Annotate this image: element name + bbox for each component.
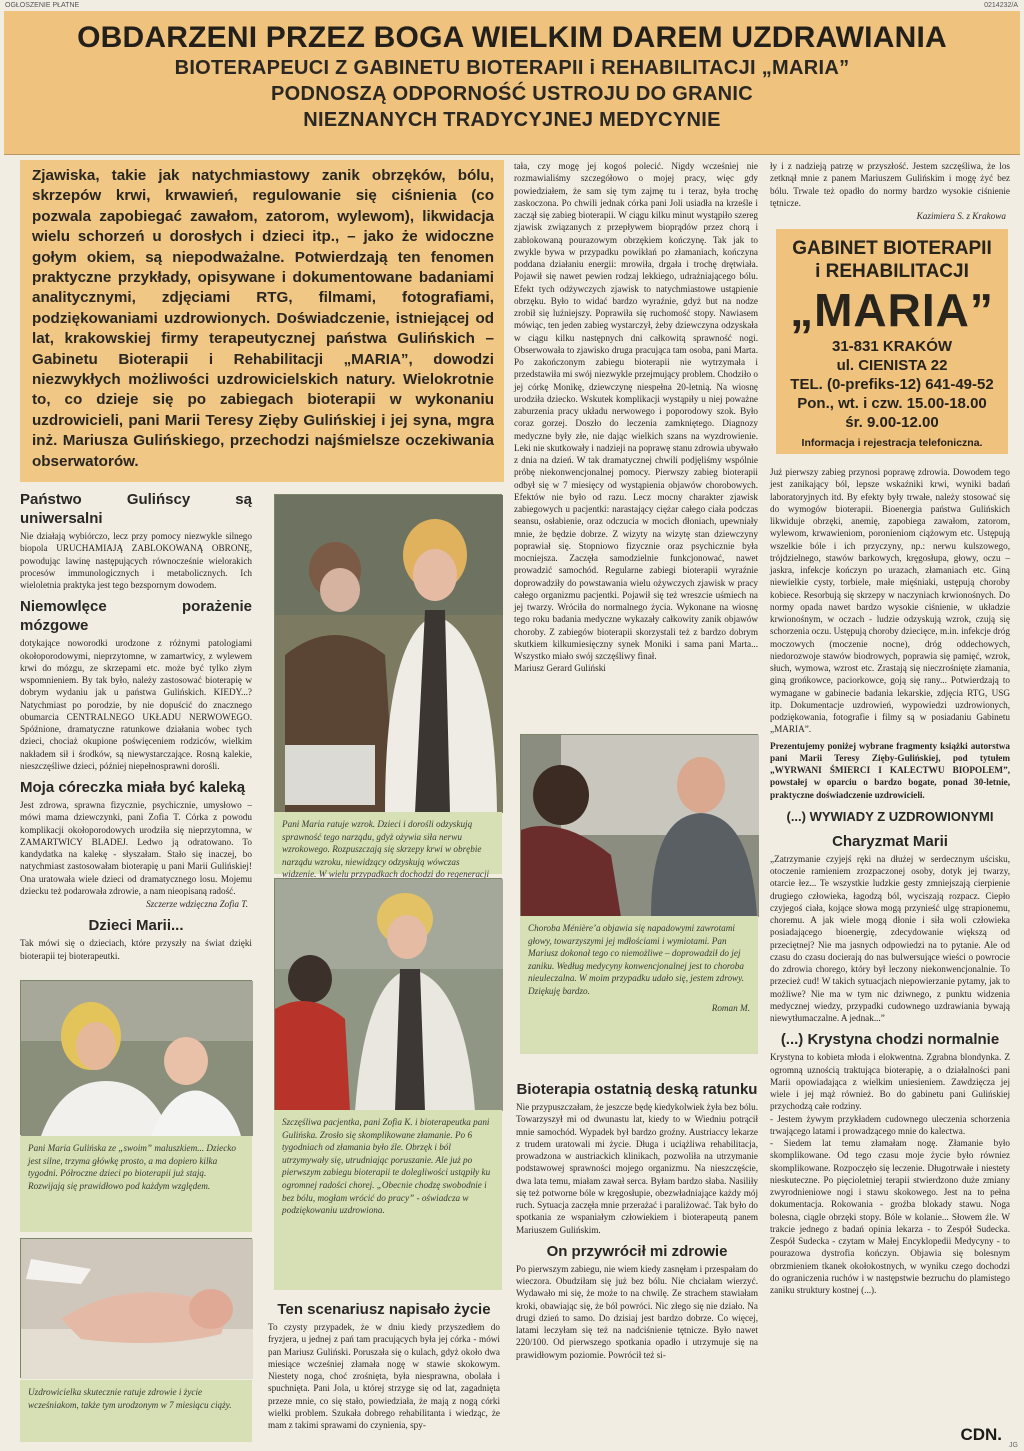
clinic-hours-1: Pon., wt. i czw. 15.00-18.00: [797, 395, 987, 412]
article-text: Krystyna to kobieta młoda i elokwentna. Zgrabna blondynka. Z ogromną uznością traktująca bioterapię, a o działalności pani Marii opowiadająca z wielkim uniesieniem. Zawdzięcza jej wiele i jej mąż również. Bo do gabinetu pani Gulińskiej przychodzą całe rodziny. - Jestem żywym przykładem cudownego uleczenia schorzenia trwającego latami i prowadzącego mnie do kalectwa. - Siedem lat temu złamałam nogę. Złamanie było skomplikowane. Od tego czasu moje życie było równiez skomplikowane. Rozpoczęło się leczenie. Długotrwałe i niestety nieskuteczne. Po pięcioletniej terapii stwierdzono duże zmiany zwyrodnieniowe nogi i stawu skokowego. Jest na to pełna dokumentacja. Rokowania - groźba blokady stawu. Noga bolesna, ciągle obrzęki stopy. Bóle w kolanie... Słowem źle. W trakcie jednego z badań opinia lekarza - to Zespół Sudecka. Zespół Sudecka - czytam w Małej Encyklopedii Medycyny - to pourazowa dystrofia kończyn. Objawia się bolesnym obrzmieniem tkanek okołokostnych, w wyniku czego dochodzi do ograniczenia ruchów i w następstwie bezruchu do plamistego zaniku struktury kostnej (...).: [770, 1052, 1010, 1295]
clinic-phone: TEL. (0-prefiks-12) 641-49-52: [790, 376, 994, 393]
column-1: [20, 484, 252, 976]
section-heading: Bioterapia ostatnią deską ratunku: [516, 1081, 758, 1098]
paid-ad-label: OGŁOSZENIE PŁATNE: [5, 2, 80, 9]
book-intro: Prezentujemy poniżej wybrane fragmenty książki autorstwa pani Marii Teresy Zięby-Gulińskiej, pod tytułem „WYRWANI ŚMIERCI I KALECTWU BIOPOLEM”, powstałej w oparciu o bardzo bogate, ponad 30-letnie, praktyczne doświadczenie uzdrowicieli.: [770, 740, 1010, 800]
headline-line-3: PODNOSZĄ ODPORNOŚĆ USTROJU DO GRANIC: [271, 83, 753, 105]
article-text: dotykające noworodki urodzone z różnymi patologiami okołoporodowymi, nieprzytomne, w zamartwicy, z wylewem krwi do mózgu, ze skrzepami etc. może być tylko złym wspomnieniem. By tak było, należy zastosować bioterapię w dobrym wydaniu jak u państwa Gulińskich. KIEDY...? Natychmiast po porodzie, by nie dopuścić do znacznego obumarcia CENTRALNEGO UKŁADU NERWOWEGO. Spóźnione, dramatyczne ratunkowe działania wobec tych dzieci, chociaż okupione poświęceniem rodziców, wielkim nakładem sił i środków, są niewystarczające. Rosną kalekie, nieszczęśliwe dzieci, później niepełnosprawni dorośli.: [20, 638, 252, 771]
column-3-top: [514, 160, 758, 732]
photo-mariusz-patient: [520, 734, 758, 916]
column-3-bottom: [516, 1074, 758, 1446]
photo-caption: Szczęśliwa pacjentka, pani Zofia K. i bioterapeutka pani Gulińska. Zrosło się skomplikowane złamanie. Po 6 tygodniach od złamania było źle. Obrzęk i ból utrzymywały się, utrudniając poruszanie. Ale już po pierwszym zabiegu bioterapii te dolegliwości ustąpiły ku ogromnej radości chorej. „Obecnie chodzę swobodnie i bez bólu, mogłam wrócić do pracy” - oświadcza w podziękowaniu uzdrowiona.: [274, 1110, 502, 1290]
column-4-top: [770, 160, 1010, 226]
lead-paragraph: Zjawiska, takie jak natychmiastowy zanik obrzęków, bólu, skrzepów krwi, krwawień, regulowanie się ciśnienia (co pozwala zapobiegać zawałom, zatorom, wylewom), likwidacja wielu schorzeń u dorosłych i dzieci itp., – jako że widoczne gołym okiem, są niepodważalne. Potwierdzają ten fenomen praktyczne przykłady, opisywane i dokumentowane badaniami analitycznymi, zdjęciami RTG, filmami, fotografiami, podziękowaniami uzdrowionych. Doświadczenie, istniejącej od lat, krakowskiej firmy terapeutycznej państwa Gulińskich – Gabinetu Bioterapii i Rehabilitacji „MARIA”, dowodzi niezwykłych możliwości uzdrowicielskich natury. Wielokrotnie to, co dzieje się po zabiegach bioterapii w wykonaniu uzdrowicieli, pani Marii Teresy Zięby Gulińskiej i jej syna, mgra inż. Mariusza Gulińskiego, przechodzi najśmielsze oczekiwania obserwatorów.: [20, 160, 504, 482]
article-text: Już pierwszy zabieg przynosi poprawę zdrowia. Dowodem tego jest zanikający ból, lepsze wskaźniki krwi, wyniki badań laboratoryjnych itd. By efekty były trwałe, należy stosować się do wymogów bioterapii. Bioenergia państwa Gulińskich likwiduje obrzęki, anemię, zapobiega zawałom, zatorom, wylewom, krwawieniom, poronieniom ciążowym etc. Ustępują wszelkie bóle i ich przyczyny, np.: nerwu kulszowego, trójdzielnego, stawów barkowych, kręgosłupa, głowy, oczu – jaskra, infekcje kończyn po urazach, złamaniach etc. Giną niewielkie cysty, torbiele, małe mięśniaki, ustępują choroby kobiece. Resorbują się skrzepy w naczyniach krwionośnych. Do normy opada nawet bardzo wysokie ciśnienie, w układzie krwionośnym, w oczach - ludzie odzyskują wzrok, czują się schorzenia oczu. Ustępują choroby dziecięce, m.in. infekcje dróg moczowych (moczenie nocne), dróg oddechowych, niedorozwoje stawów biodrowych, poprawia się pamięć, wzrok, słuch, wymowa, wzrost etc. Zrastają się nieczrośnięte złamania, giną grońkowce, paciorkowce, goją się rany... Potwierdzają to wymagane w gabinecie badania lekarskie, zdjęcia RTG, USG itp. Dokumentacje uzdrowień, wypowiedzi uzdrowionych, podziękowania, fotografie i filmy są w posiadaniu Gabinetu „MARIA”.: [770, 467, 1010, 735]
clinic-hours-2: śr. 9.00-12.00: [845, 414, 939, 431]
section-heading: (...) Krystyna chodzi normalnie: [780, 1031, 1000, 1049]
photo-eye-therapy: [274, 494, 502, 812]
headline-box: [4, 11, 1020, 155]
continued-label: CDN.: [960, 1425, 1002, 1444]
article-text: Nie przypuszczałam, że jeszcze będę kiedykolwiek żyła bez bólu. Towarzyszył mi od dwunastu lat, kiedy to w Wiedniu potrącił mnie samochód. Wypadek był bardzo groźny. Austriaccy lekarze z trudem uratowali mi życie. Długa i uciążliwa rehabilitacja, prowadzona w austriackich klinikach, pozwoliła na utrzymanie podstawowej sprawności mojego organizmu. Na nieszczęście, dwa lata temu, miałam zawał serca. Byłam bardzo słaba. Nasiliły się też potworne bóle w kręgosłupie, obezwładniające każdy mój ruch. Sytuacja zaczęła mnie przerażać i paraliżować. Tak było do spotkania ze wspaniałym człowiekiem i bioterapeutą panem Mariuszem Gulińskim.: [516, 1102, 758, 1235]
section-heading: Ten scenariusz napisało życie: [277, 1301, 491, 1318]
article-text: „Zatrzymanie czyjejś ręki na dłużej w serdecznym uścisku, otoczenie ramieniem zrozpaczonej osoby, dotyk jej twarzy, otarcie łez... Te wszystkie ludzkie gesty zmniejszają cierpienie drugiego człowieka, łagodzą ból, wyciszają rozpacz. Ciepło czyjegoś ciała, kojące słowa mogą przynieść ulgę strapionemu, choremu. A jak wiele mogą dłonie i siła woli człowieka posiadającego bioenergię, zdecydowanie większą od przeciętnej? Nie ma jasnych odpowiedzi na to pytanie. Ale od czasu do czasu docierają do nas bulwersujące wieści o powrocie do zdrowia chorego, który był leczony niekonwencjonalnie. To przecież cud! W takich sytuacjach niepowierzanie pytamy, jak to możliwe? Nie ma w tym nic dziwnego, z punktu widzenia medycznej wiedzy, przypadki cudownego uzdrawiania bywają niewytłumaczalne. A jednak...”: [770, 853, 1010, 1023]
photo-caption: Uzdrowicielka skutecznie ratuje zdrowie i życie wcześniakom, także tym urodzonym w 7 miesiącu ciąży.: [20, 1380, 252, 1442]
photo-mother-baby: [20, 980, 252, 1135]
headline-line-4: NIEZNANYCH TRADYCYJNEJ MEDYCYNIE: [303, 109, 721, 131]
clinic-info: Informacja i rejestracja telefoniczna.: [801, 437, 983, 449]
column-4: [770, 466, 1010, 1446]
signature: Szczerze wdzięczna Zofia T.: [146, 899, 248, 909]
clinic-name: GABINET BIOTERAPII: [792, 238, 992, 259]
article-text: Jest zdrowa, sprawna fizycznie, psychicznie, umysłowo – mówi mama dziewczynki, pani Zofia T. Córka z powodu komplikacji okołoporodowych urodziła się nieprzytomna, w ZAMARTWICY BLADEJ. Ledwo ją odratowano. To kandydatka na kalekę - słyszałam. Stało się inaczej, bo natychmiast zastosowałam bioterapię u pani Marii Gulińskiej! Ona uratowała wiele dzieci od dramatycznego losu. Mojemu dziecku też podarowała zdrowie, a nam nieopisaną radość.: [20, 800, 252, 896]
section-heading: Moja córeczka miała być kaleką: [20, 779, 246, 796]
article-text: tała, czy mogę jej kogoś polecić. Nigdy wcześniej nie rozmawialiśmy szczegółowo o mojej pracy, więc gdy powiedziałem, że sam się tym zajmę tu i teraz, była trochę zaskoczona. Po chwili jednak córka pani Joli usiadła na krześle i zaczął się zabieg bioterapii. W ciągu kilku minut wystąpiło szereg zjawisk związanych z przepływem bioprądów przez chorą i zablokowaną pourazowym obrzękiem kończynę. Tak jak to zwykle bywa w przypadku powikłań po złamaniach, kończyna poddana działaniu energii: mrowiła, drgała i trochę drętwiała. Pojawił się nawet pewien rodzaj lekkiego, udrażniającego bólu. Efekt tych odżywczych zjawisk to natychmiastowe ustąpienie obrzęku. Było to widać bardzo wyraźnie, gdyż but na nodze zrobił się luźniejszy. Poprawiła się ruchomość stopy. Nawiasem mówiąc, ten jeden zabieg wystarczył, żeby dziewczyna odzyskała w ciągu kilku następnych dni całkowitą sprawność nogi. Obserwowała to zjawisko druga pracująca tam osoba, pani Marta. Po zakończonym zabiegu bioterapii nie wytrzymała i przedstawiła mi swój niezwykle przejmujący problem. Chodziło o jej córkę Monikę, dziewczynę niespełna 20-letnią. Na wiosnę urodziła dziecko. Wskutek komplikacji wystąpiły u niej poważne zaburzenia pracy układu nerwowego i poporodowy szok. Było coraz gorzej. Doszło do leczenia zamkniętego. Diagnozy medyczne były złe, nie dając wielkich szans na wyzdrowienie. Leki nie skutkowały i nadzieji na poprawę stanu zdrowia ubywało z dnia na dzień. W tak dramatycznej chwili podjęliśmy wspólnie próbę niekonwencjonalnej pomocy. Pierwszy zabieg bioterapii odbył się w 7 miesięcy od wystąpienia objawów chorobowych. Efektów nie było od razu. Lecz mocny charakter zjawisk zabiegowych u pacjentki: narastający ciężar całego ciała podczas seansu, osłabienie, oraz odczucia w mocich dłoniach, upewniały mnie, że będzie dobrze. Z wizyty na wizytę stan dziewczyny poprawiał się. Stopniowo fizycznie oraz psychicznie była mocniejsza. Zaczęła samodzielnie funkcjonować, nawet prowadzić samochód. Regularne zabiegi bioterapii wyraźnie doprowadziły do powstawania wielu ożywczych zjawisk w pracy całego organizmu pacjentki. Pojawił się też wreszcie uśmiech na jej twarzy. Wróciła do normalnego życia. Wykonane na wiosnę tego roku badania medyczne wykazały całkowity zanik objawów choroby. Z zabiegów bioterapii skorzystali też z bardzo dobrym skutkiem kilkumiesięczny synek Moniki i sama pani Marta... Wszystko miało swój szczęśliwy finał.: [514, 161, 758, 661]
photo-caption: [520, 916, 758, 1054]
caption-text: Choroba Ménière’a objawia się napadowymi zawrotami głowy, towarzyszymi jej mdłościami i wymiotami. Pan Mariusz dokonał tego co niemożliwe – doprowadził do jej zaniku. Według medycyny konwencjonalnej jest to choroba nieuleczalna. W moim przypadku udało się, jestem zdrowy. Dziękuję bardzo.: [528, 923, 745, 996]
signature: Mariusz Gerard Guliński: [514, 663, 606, 674]
clinic-name-2: i REHABILITACJI: [815, 261, 969, 282]
photo-caption: Pani Maria ratuje wzrok. Dzieci i dorośli odzyskują sprawność tego narządu, gdyż ożywia siła nerwu wzrokowego. Rozpuszczają się skrzepy krwi w obrębie narządu wzroku, niewidzący odzyskują wówczas widzenie. W wielu przypadkach dochodzi do regeneracji: [274, 812, 502, 874]
clinic-city: 31-831 KRAKÓW: [831, 338, 953, 355]
photo-patient-zofia: [274, 878, 502, 1110]
author-initials: JG: [1009, 1442, 1018, 1449]
article-text: Tak mówi się o dzieciach, które przyszły na świat dzięki bioterapii tej bioterapeutki.: [20, 938, 252, 961]
photo-premature-baby: [20, 1238, 252, 1378]
section-heading: On przywrócił mi zdrowie: [546, 1242, 728, 1260]
section-heading: Niemowlęce porażenie mózgowe: [20, 598, 252, 635]
article-text: Nie działają wybiórczo, lecz przy pomocy niezwykle silnego biopola URUCHAMIAJĄ ZABLOKOWANĄ OBRONĘ, powodując lawinę następujących równocześnie wielorakich procesów immunologicznych i metabolicznych. Ich wieloletnia praktyka jest tego bezspornym dowodem.: [20, 531, 252, 590]
article-text: ły i z nadzieją patrzę w przyszłość. Jestem szczęśliwa, że los zetknął mnie z panem Mariuszem Gulińskim i mogę żyć bez bólu. Trwale też opadło do normy bardzo wysokie ciśnienie tętnicze.: [770, 161, 1010, 208]
headline-line-2: BIOTERAPEUCI Z GABINETU BIOTERAPII i REHABILITACJI „MARIA”: [174, 57, 850, 79]
signature: Kazimiera S. z Krakowa: [916, 211, 1006, 221]
column-2: [268, 1294, 500, 1446]
section-heading: Charyzmat Marii: [832, 832, 948, 850]
ad-code: 0214232/A: [984, 2, 1018, 9]
section-heading: Dzieci Marii...: [88, 917, 184, 935]
signature: Roman M.: [711, 1002, 750, 1013]
clinic-contact-box: [776, 229, 1008, 454]
photo-caption: Pani Maria Gulińska ze „swoim” maluszkiem... Dziecko jest silne, trzyma główkę prosto, a ma dopiero kilka tygodni. Półroczne dzieci po bioterapii już stają. Rozwijają się prawidłowo pod każdym względem.: [20, 1136, 252, 1232]
headline-title: OBDARZENI PRZEZ BOGA WIELKIM DAREM UZDRAWIANIA: [77, 21, 947, 54]
section-heading: (...) WYWIADY Z UZDROWIONYMI: [786, 808, 994, 824]
clinic-street: ul. CIENISTA 22: [836, 357, 948, 374]
clinic-brand: „MARIA”: [790, 284, 994, 336]
section-heading: Państwo Gulińscy są uniwersalni: [20, 491, 252, 527]
article-text: Po pierwszym zabiegu, nie wiem kiedy zasnęłam i przespałam do wieczora. Obudziłam się już bez bólu. Nie chciałam wierzyć. Wydawało mi się, że może to na chwilę. Ze strachem stawiałam kroki, obawiając się, że ból powróci. Nic złego się nie działo. Na drugi dzień to samo. Do dzisiaj jest bardzo dobrze. Co więcej, latami leczyłam się też na nadciśnienie tętnicze. Było nawet 220/100. Od pierwszego spotkania opadło i utrzymuje się na prawidłowym poziomie. Powrócił też si-: [516, 1263, 758, 1360]
article-text: To czysty przypadek, że w dniu kiedy przyszedłem do fryzjera, u jednej z pań tam pracujących była jej córka - mówi pan Mariusz Guliński. Poruszała się o kulach, gdyż około dwa miesiące wcześniej złamała nogę w stawie skokowym. Niestety noga, choć zrośnięta, była niesprawna, obolała i spuchnięta. Pani Jola, u której strzyge się od lat, zagadnięta przeze mnie, co się stało, powiedziała, że mają z nogą córki wielki problem. Szukała dobrego rehabilitanta i wiedząc, że mam z takimi sprawami do czynienia, spy-: [268, 1322, 500, 1430]
